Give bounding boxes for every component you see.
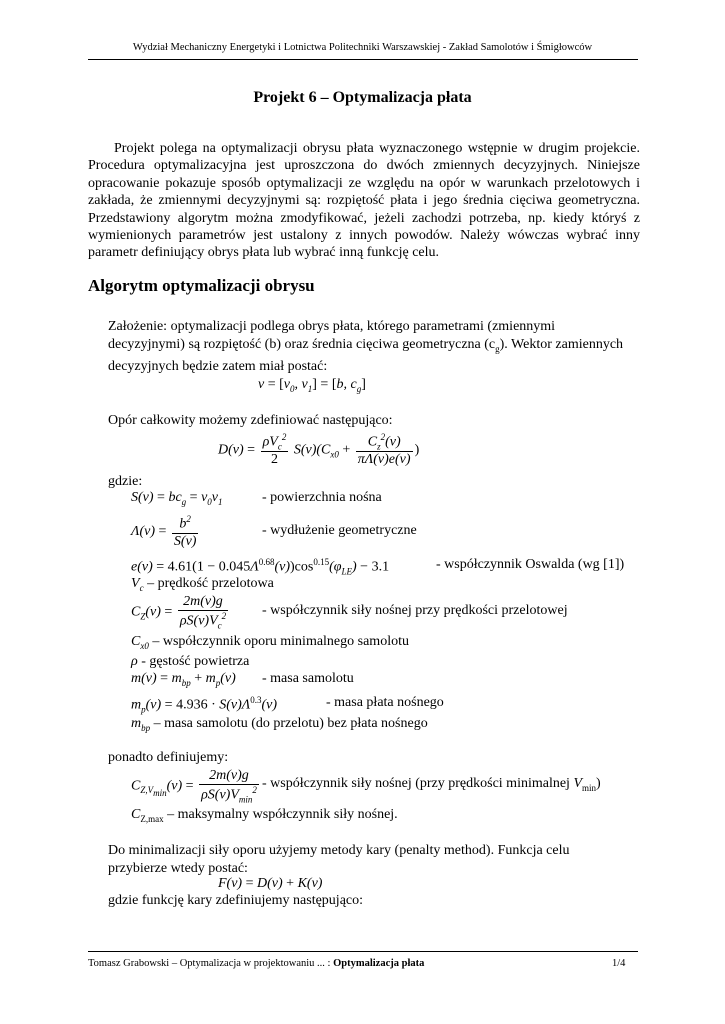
czmax-line: $C_{Z,max}$ – maksymalny współczynnik siły nośnej.	[131, 807, 398, 824]
assumption-part1: Założenie: optymalizacji podlega obrys płata, którego parametrami (zmiennymi decyzyjnymi) są rozpiętość (b) oraz średnia cięciwa geometryczna (c	[108, 319, 556, 352]
area-formula: $S(v) = bc_g = v_0v_1$	[131, 490, 223, 507]
wing-mass-formula: $m_p(v) = 4.936 \cdot S(v)\Lambda^{0.3}(v)$	[131, 695, 278, 715]
cx0-description: – współczynnik oporu minimalnego samolotu	[148, 634, 409, 649]
aspect-description: - wydłużenie geometryczne	[262, 523, 417, 538]
section-heading: Algorytm optymalizacji obrysu	[88, 276, 315, 295]
page-title: Projekt 6 – Optymalizacja płata	[253, 89, 472, 106]
footer-rule	[88, 951, 638, 952]
cz-formula: $C_Z(v)$ = $\frac{2m(v)g}{\rho S(v)V_c^2}$	[131, 594, 227, 631]
header-rule	[88, 59, 638, 60]
drag-formula: D(v) = $\frac{\rho V_c^2}{2}$ $S(v)(C_{x0}$ + $\frac{C_z^2(v)}{\pi\Lambda(v)e(v)}$ )	[218, 432, 420, 468]
drag-intro: Opór całkowity możemy zdefiniować następująco:	[108, 413, 393, 428]
czvmin-formula: $C_{Z,V_{min}}(v)$ = $\frac{2m(v)g}{\rho S(v)V_{min}^2}$	[131, 768, 257, 805]
wing-mass-description: - masa płata nośnego	[326, 695, 444, 710]
mbp-description: – masa samolotu (do przelotu) bez płata nośnego	[150, 716, 428, 731]
assumption-part2: ). Wektor zamiennych decyzyjnych będzie zatem miał postać:	[108, 336, 624, 374]
penalty-paragraph: Do minimalizacji siły oporu użyjemy metody kary (penalty method). Funkcja celu przybierze wtedy postać:	[108, 843, 570, 876]
czvmin-line: - współczynnik siły nośnej (przy prędkości minimalnej $V_{min}$)	[262, 776, 601, 793]
oswald-formula: $e(v) = 4.61(1 - 0.045\Lambda^{0.68}(v))\cos^{0.15}(\varphi_{LE}) - 3.1$	[131, 557, 390, 577]
footer-author	[88, 958, 424, 969]
cz-description: - współczynnik siły nośnej przy prędkości przelotowej	[262, 603, 568, 618]
vector-equation: $v = [v_0$, $v_1] = [b$, $c_g$]	[258, 377, 366, 394]
oswald-description: - współczynnik Oswalda (wg [1])	[436, 557, 625, 572]
mass-description: - masa samolotu	[262, 671, 354, 686]
intro-paragraph: Projekt polega na optymalizacji obrysu płata wyznaczonego wstępnie w drugim projekcie. Procedura optymalizacyjna jest uproszczona do dwóch zmiennych decyzyjnych. Niniejsze opracowanie pokazuje sposób optymalizacji ze względu na opór w warunkach przelotowych i zakłada, że zmiennymi decyzyjnymi są: rozpiętość płata i jego średnia cięciwa geometryczna. Przedstawiony algorytm można zmodyfikować, jeżeli zachodzi potrzeba, np. kiedy któryś z wymienionych parametrów jest ustalony z innych powodów. Należy wówczas wybrać inny parametr definiujący obrys płata lub wybrać inną funkcję celu.	[88, 141, 640, 261]
vc-description: – prędkość przelotowa	[143, 576, 274, 591]
czvmin-description: - współczynnik siły nośnej (przy prędkości minimalnej	[262, 776, 574, 791]
mbp-line: $m_{bp}$ – masa samolotu (do przelotu) bez płata nośnego	[131, 716, 428, 733]
rho-description: - gęstość powietrza	[137, 654, 250, 669]
rho-line: ρ - gęstość powietrza	[131, 654, 250, 669]
vc-line: $V_c$ – prędkość przelotowa	[131, 576, 274, 593]
objective-formula: F(v) = D(v) + K(v)	[218, 876, 323, 891]
page-header: Wydział Mechaniczny Energetyki i Lotnictwa Politechniki Warszawskiej - Zakład Samolotów i Śmigłowców	[132, 42, 593, 53]
penalty-definition: gdzie funkcję kary zdefiniujemy następująco:	[108, 893, 364, 908]
assumption-sub: g	[495, 343, 500, 354]
where-label: gdzie:	[108, 474, 143, 489]
czmax-description: – maksymalny współczynnik siły nośnej.	[163, 807, 398, 822]
cx0-line: $C_{x0}$ – współczynnik oporu minimalnego samolotu	[131, 634, 409, 651]
footer-title: Optymalizacja płata	[333, 958, 425, 969]
aspect-formula: Λ(v) = $\frac{b^2}{S(v)}$	[131, 514, 197, 549]
also-define: ponadto definiujemy:	[108, 750, 229, 765]
area-description: - powierzchnia nośna	[262, 490, 382, 505]
page-number: 1/4	[612, 958, 626, 969]
assumption-paragraph	[108, 318, 624, 375]
footer-author-text: Tomasz Grabowski – Optymalizacja w projektowaniu ... :	[88, 958, 334, 969]
mass-formula: $m(v) = m_{bp} + m_p(v)$	[131, 671, 236, 688]
